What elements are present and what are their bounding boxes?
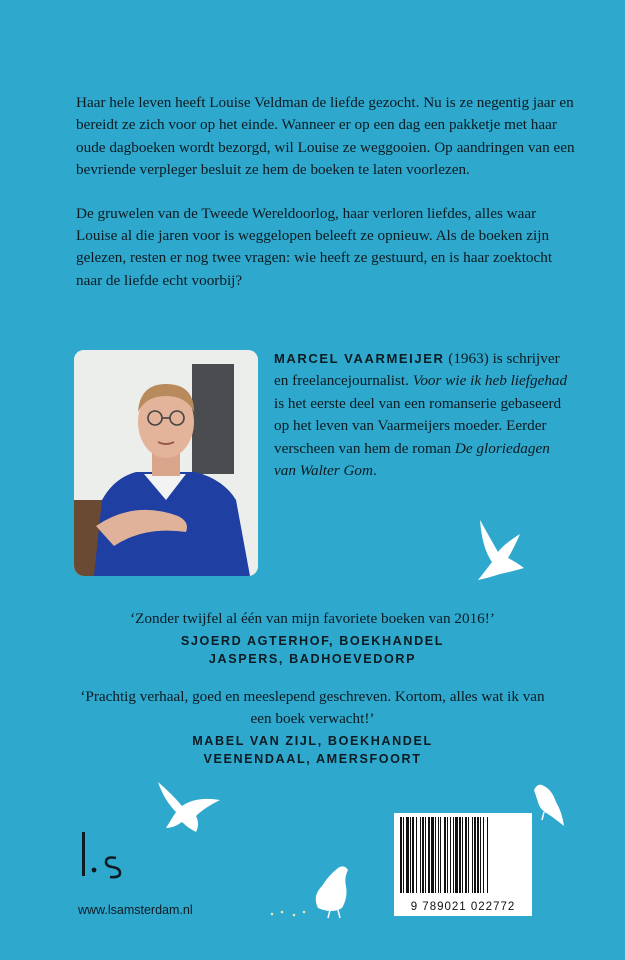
barcode-bar [487, 817, 488, 893]
barcode-bar [428, 817, 430, 893]
barcode-bar [468, 817, 469, 893]
back-cover-blurb [76, 92, 576, 313]
review-quote-2 [80, 686, 545, 768]
barcode-bar [483, 817, 484, 893]
book-title: Voor wie ik heb liefgehad [412, 372, 568, 390]
barcode-bar [420, 817, 421, 893]
perched-bird-icon [530, 782, 566, 828]
author-bio [274, 348, 574, 482]
barcode-bars [394, 813, 532, 899]
quote-source: MABEL VAN ZIJL, BOEKHANDEL VEENENDAAL, AMERSFOORT [192, 734, 433, 766]
barcode-bar [450, 817, 451, 893]
barcode-bar [400, 817, 402, 893]
author-photo [74, 350, 258, 576]
blurb-paragraph-1: Haar hele leven heeft Louise Veldman de liefde gezocht. Nu is ze negentig jaar en bereidt ze zich voor op het einde. Wanneer er op een dag een pakketje met haar oude dagboeken wordt bezorgd, wil Louise ze weggooien. Op aandringen van een bevriende verpleger besluit ze hem de boeken te laten voorlezen. [76, 94, 575, 179]
barcode-bar [422, 817, 424, 893]
author-bio-end: . [373, 462, 377, 480]
barcode-bar [444, 817, 446, 893]
barcode-bar [480, 817, 481, 893]
barcode-bar [440, 817, 441, 893]
isbn-number: 9 789021 022772 [410, 901, 516, 913]
barcode-bar [438, 817, 439, 893]
author-year: (1963) [448, 350, 489, 367]
barcode-bar [412, 817, 414, 893]
author-name: MARCEL VAARMEIJER [274, 351, 445, 366]
barcode-bar [403, 817, 404, 893]
quote-text: ‘Prachtig verhaal, goed en meeslepend geschreven. Kortom, alles wat ik van een boek verwacht!’ [80, 688, 545, 727]
isbn-barcode [394, 813, 532, 916]
barcode-bar [447, 817, 448, 893]
earlier-book-title: De gloriedagen van Walter Gom [274, 439, 550, 480]
blurb-paragraph-2: De gruwelen van de Tweede Wereldoorlog, haar verloren liefdes, alles waar Louise al die jaren voor is weggelopen beleeft ze opnieuw. Als de boeken zijn gelezen, resten er nog twee vragen: wie heeft ze gestuurd, en is haar zoektocht naar de liefde echt voorbij? [76, 204, 553, 289]
barcode-bar [416, 817, 417, 893]
barcode-bar [410, 817, 411, 893]
barcode-bar [477, 817, 479, 893]
author-bio-text-2: is het eerste deel van een romanserie gebaseerd op het leven van Vaarmeijers moeder. Eerder verscheen van hem de roman [274, 394, 562, 457]
barcode-bar [465, 817, 467, 893]
barcode-bar [474, 817, 476, 893]
barcode-bar [425, 817, 426, 893]
publisher-url: www.lsamsterdam.nl [78, 903, 193, 917]
barcode-bar [459, 817, 461, 893]
barcode-bar [435, 817, 436, 893]
barcode-bar [455, 817, 458, 893]
flying-dove-icon [156, 778, 224, 836]
author-bio-text-1: is schrijver en freelancejournalist. [274, 350, 560, 390]
barcode-bar [406, 817, 409, 893]
flying-dove-icon [476, 518, 532, 582]
quote-text: ‘Zonder twijfel al één van mijn favoriete boeken van 2016!’ [130, 610, 495, 627]
ground-bird-icon [268, 862, 368, 920]
publisher-logo-icon [80, 830, 130, 880]
barcode-bar [472, 817, 473, 893]
barcode-bar [431, 817, 434, 893]
review-quote-1 [80, 608, 545, 668]
barcode-bar [453, 817, 454, 893]
barcode-bar [462, 817, 463, 893]
quote-source: SJOERD AGTERHOF, BOEKHANDEL JASPERS, BADHOEVEDORP [180, 634, 445, 666]
